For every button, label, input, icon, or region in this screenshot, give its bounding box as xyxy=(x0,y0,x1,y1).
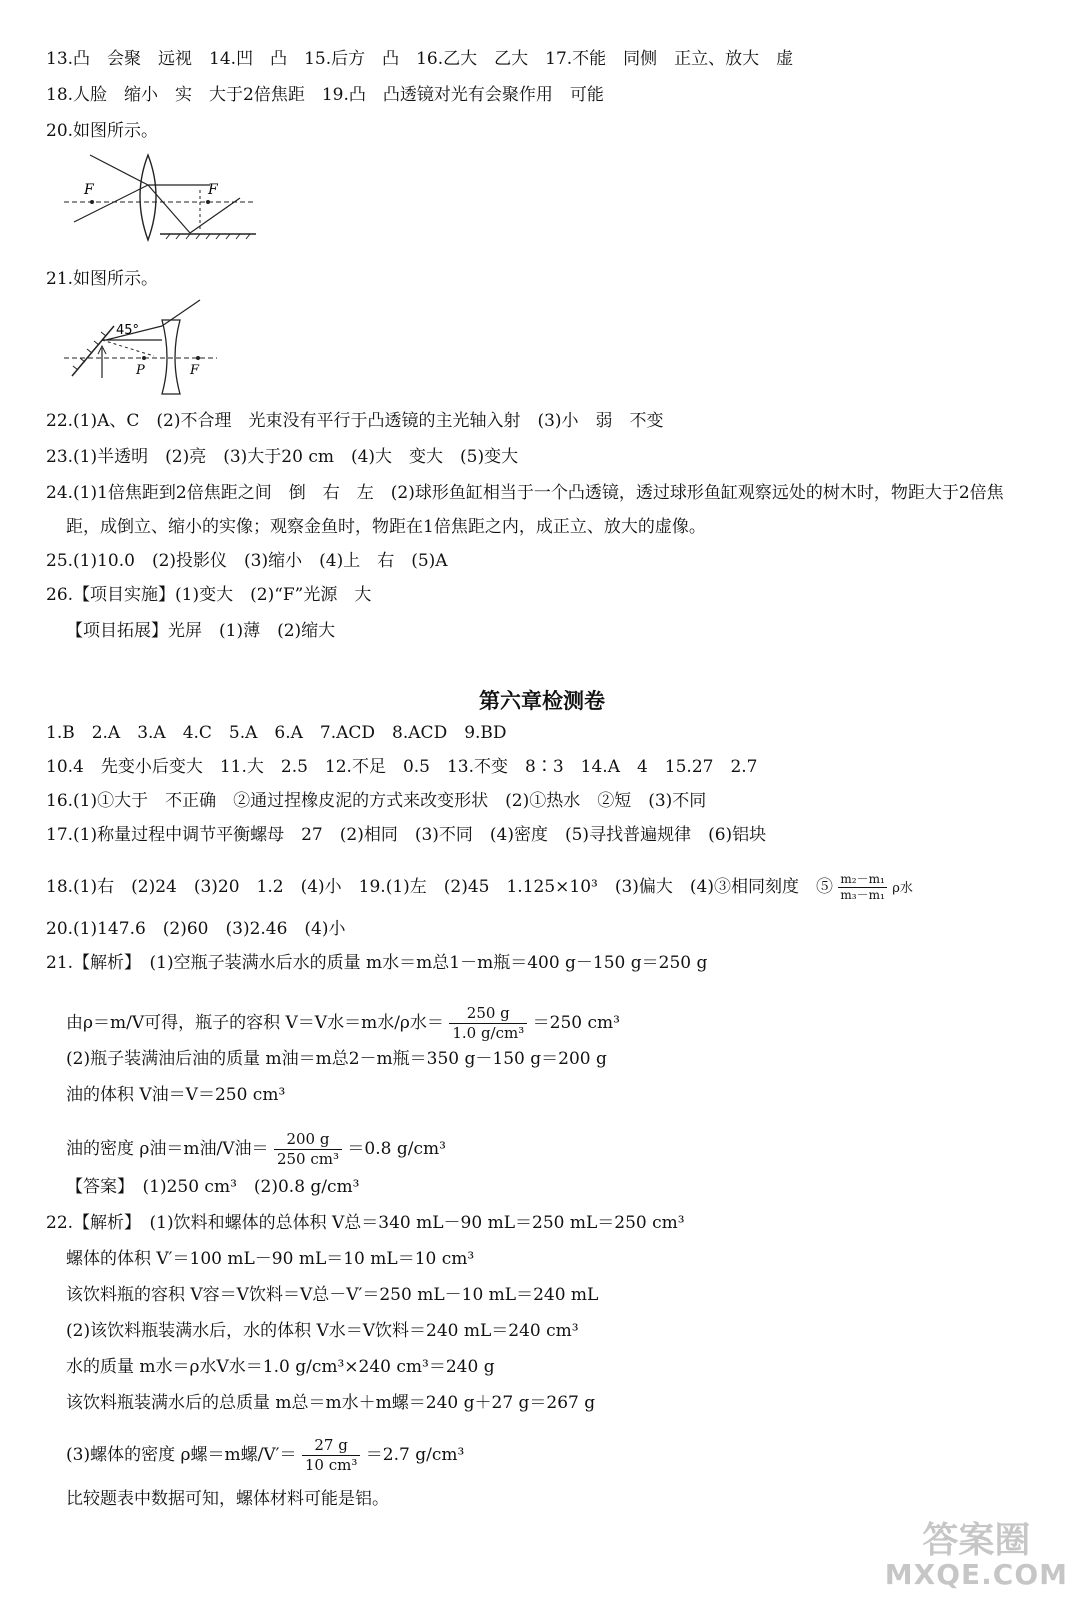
solution-22-line: 该饮料瓶的容积 V容＝V饮料＝V总－V′＝250 mL－10 mL＝240 mL xyxy=(66,1285,599,1305)
focus-label: F xyxy=(190,363,200,378)
fraction-numerator: m₂－m₁ xyxy=(840,872,885,886)
volume-denominator: 1.0 g/cm³ xyxy=(452,1024,525,1042)
answer-line-20: 20.如图所示。 xyxy=(46,121,159,141)
screw-density-numerator: 27 g xyxy=(302,1436,361,1456)
solution-22-line: 该饮料瓶装满水后的总质量 m总＝m水＋m螺＝240 g＋27 g＝267 g xyxy=(66,1393,596,1413)
screw-density-fraction xyxy=(302,1436,361,1475)
solution-21-head: 21.【解析】 (1)空瓶子装满水后水的质量 m水＝m总1－m瓶＝400 g－150 g＝250 g xyxy=(46,953,708,973)
chapter-title: 第六章检测卷 xyxy=(479,689,605,713)
answer-line-26: 26.【项目实施】(1)变大 (2)“F”光源 大 xyxy=(46,585,372,605)
density-denominator: 250 cm³ xyxy=(276,1150,339,1168)
answer-line-21: 21.如图所示。 xyxy=(46,269,159,289)
answer-line-20: 20.(1)147.6 (2)60 (3)2.46 (4)小 xyxy=(46,919,346,939)
solution-22-line: 螺体的体积 V′＝100 mL－90 mL＝10 mL＝10 cm³ xyxy=(66,1249,475,1269)
solution-21-answer: 【答案】 (1)250 cm³ (2)0.8 g/cm³ xyxy=(66,1177,360,1197)
answer-line-18-19: 18.人脸 缩小 实 大于2倍焦距 19.凸 凸透镜对光有会聚作用 可能 xyxy=(46,85,604,105)
density-numerator: 200 g xyxy=(274,1130,342,1150)
focus-label-left: F xyxy=(84,182,94,198)
solution-21-oil-volume: 油的体积 V油＝V＝250 cm³ xyxy=(66,1085,286,1105)
fraction-tail: ρ水 xyxy=(892,881,913,896)
volume-numerator: 250 g xyxy=(449,1004,527,1024)
solution-21-oil-density xyxy=(66,1130,446,1169)
answer-line-17: 17.(1)称量过程中调节平衡螺母 27 (2)相同 (3)不同 (4)密度 (5)寻找普遍规律 (6)铝块 xyxy=(46,825,767,845)
density-result: ＝0.8 g/cm³ xyxy=(347,1139,446,1159)
answer-line-1-9: 1.B 2.A 3.A 4.C 5.A 6.A 7.ACD 8.ACD 9.BD xyxy=(46,723,507,743)
point-p-label: P xyxy=(136,363,145,378)
concave-lens-diagram xyxy=(62,298,222,398)
solution-22-head: 22.【解析】 (1)饮料和螺体的总体积 V总＝340 mL－90 mL＝250 mL＝250 cm³ xyxy=(46,1213,685,1233)
convex-lens-diagram xyxy=(60,150,260,250)
answer-line-23: 23.(1)半透明 (2)亮 (3)大于20 cm (4)大 变大 (5)变大 xyxy=(46,447,519,467)
answer-line-10-15: 10.4 先变小后变大 11.大 2.5 12.不足 0.5 13.不变 8∶3 14.A 4 15.27 2.7 xyxy=(46,757,758,777)
answer-line-13-17: 13.凸 会聚 远视 14.凹 凸 15.后方 凸 16.乙大 乙大 17.不能 同侧 正立、放大 虚 xyxy=(46,49,794,69)
answer-line-25: 25.(1)10.0 (2)投影仪 (3)缩小 (4)上 右 (5)A xyxy=(46,551,448,571)
solution-22-line: 水的质量 m水＝ρ水V水＝1.0 g/cm³×240 cm³＝240 g xyxy=(66,1357,495,1377)
screw-density-denominator: 10 cm³ xyxy=(304,1456,358,1474)
density-expr: 油的密度 ρ油＝m油/V油＝ xyxy=(66,1139,269,1159)
watermark-top: 答案圈 xyxy=(922,1520,1031,1561)
watermark-bottom: MXQE.COM xyxy=(884,1558,1068,1591)
answer-line-16: 16.(1)①大于 不正确 ②通过捏橡皮泥的方式来改变形状 (2)①热水 ②短 (3)不同 xyxy=(46,791,707,811)
answer-line-22: 22.(1)A、C (2)不合理 光束没有平行于凸透镜的主光轴入射 (3)小 弱 不变 xyxy=(46,411,664,431)
solution-22-density xyxy=(66,1436,464,1475)
solution-21-oil-mass: (2)瓶子装满油后油的质量 m油＝m总2－m瓶＝350 g－150 g＝200 g xyxy=(66,1049,607,1069)
conclusion: 比较题表中数据可知，螺体材料可能是铝。 xyxy=(66,1489,389,1509)
answer-line-26-ext: 【项目拓展】光屏 (1)薄 (2)缩大 xyxy=(66,621,336,641)
solution-22-line: (2)该饮料瓶装满水后，水的体积 V水＝V饮料＝240 mL＝240 cm³ xyxy=(66,1321,579,1341)
answer-text-18-19: 18.(1)右 (2)24 (3)20 1.2 (4)小 19.(1)左 (2)45 1.125×10³ (3)偏大 (4)③相同刻度 ⑤ xyxy=(46,877,834,897)
density-fraction xyxy=(274,1130,342,1169)
volume-expr: 由ρ＝m/V可得，瓶子的容积 V＝V水＝m水/ρ水＝ xyxy=(66,1013,444,1033)
angle-label: 45° xyxy=(116,323,140,338)
focus-label-right: F xyxy=(208,182,218,198)
volume-fraction xyxy=(449,1004,527,1043)
watermark xyxy=(885,1522,1068,1590)
fraction-denominator: m₃－m₁ xyxy=(840,888,885,902)
screw-density-expr: (3)螺体的密度 ρ螺＝m螺/V′＝ xyxy=(66,1445,297,1465)
volume-result: ＝250 cm³ xyxy=(532,1013,620,1033)
answer-line-18-19 xyxy=(46,872,913,903)
solution-21-volume xyxy=(66,1004,620,1043)
answer-line-24: 24.(1)1倍焦距到2倍焦距之间 倒 右 左 (2)球形鱼缸相当于一个凸透镜，透过球形鱼缸观察远处的树木时，物距大于2倍焦 xyxy=(46,483,1004,503)
screw-density-result: ＝2.7 g/cm³ xyxy=(365,1445,465,1465)
answer-line-24-cont: 距，成倒立、缩小的实像；观察金鱼时，物距在1倍焦距之内，成正立、放大的虚像。 xyxy=(66,517,706,537)
fraction xyxy=(838,872,886,903)
